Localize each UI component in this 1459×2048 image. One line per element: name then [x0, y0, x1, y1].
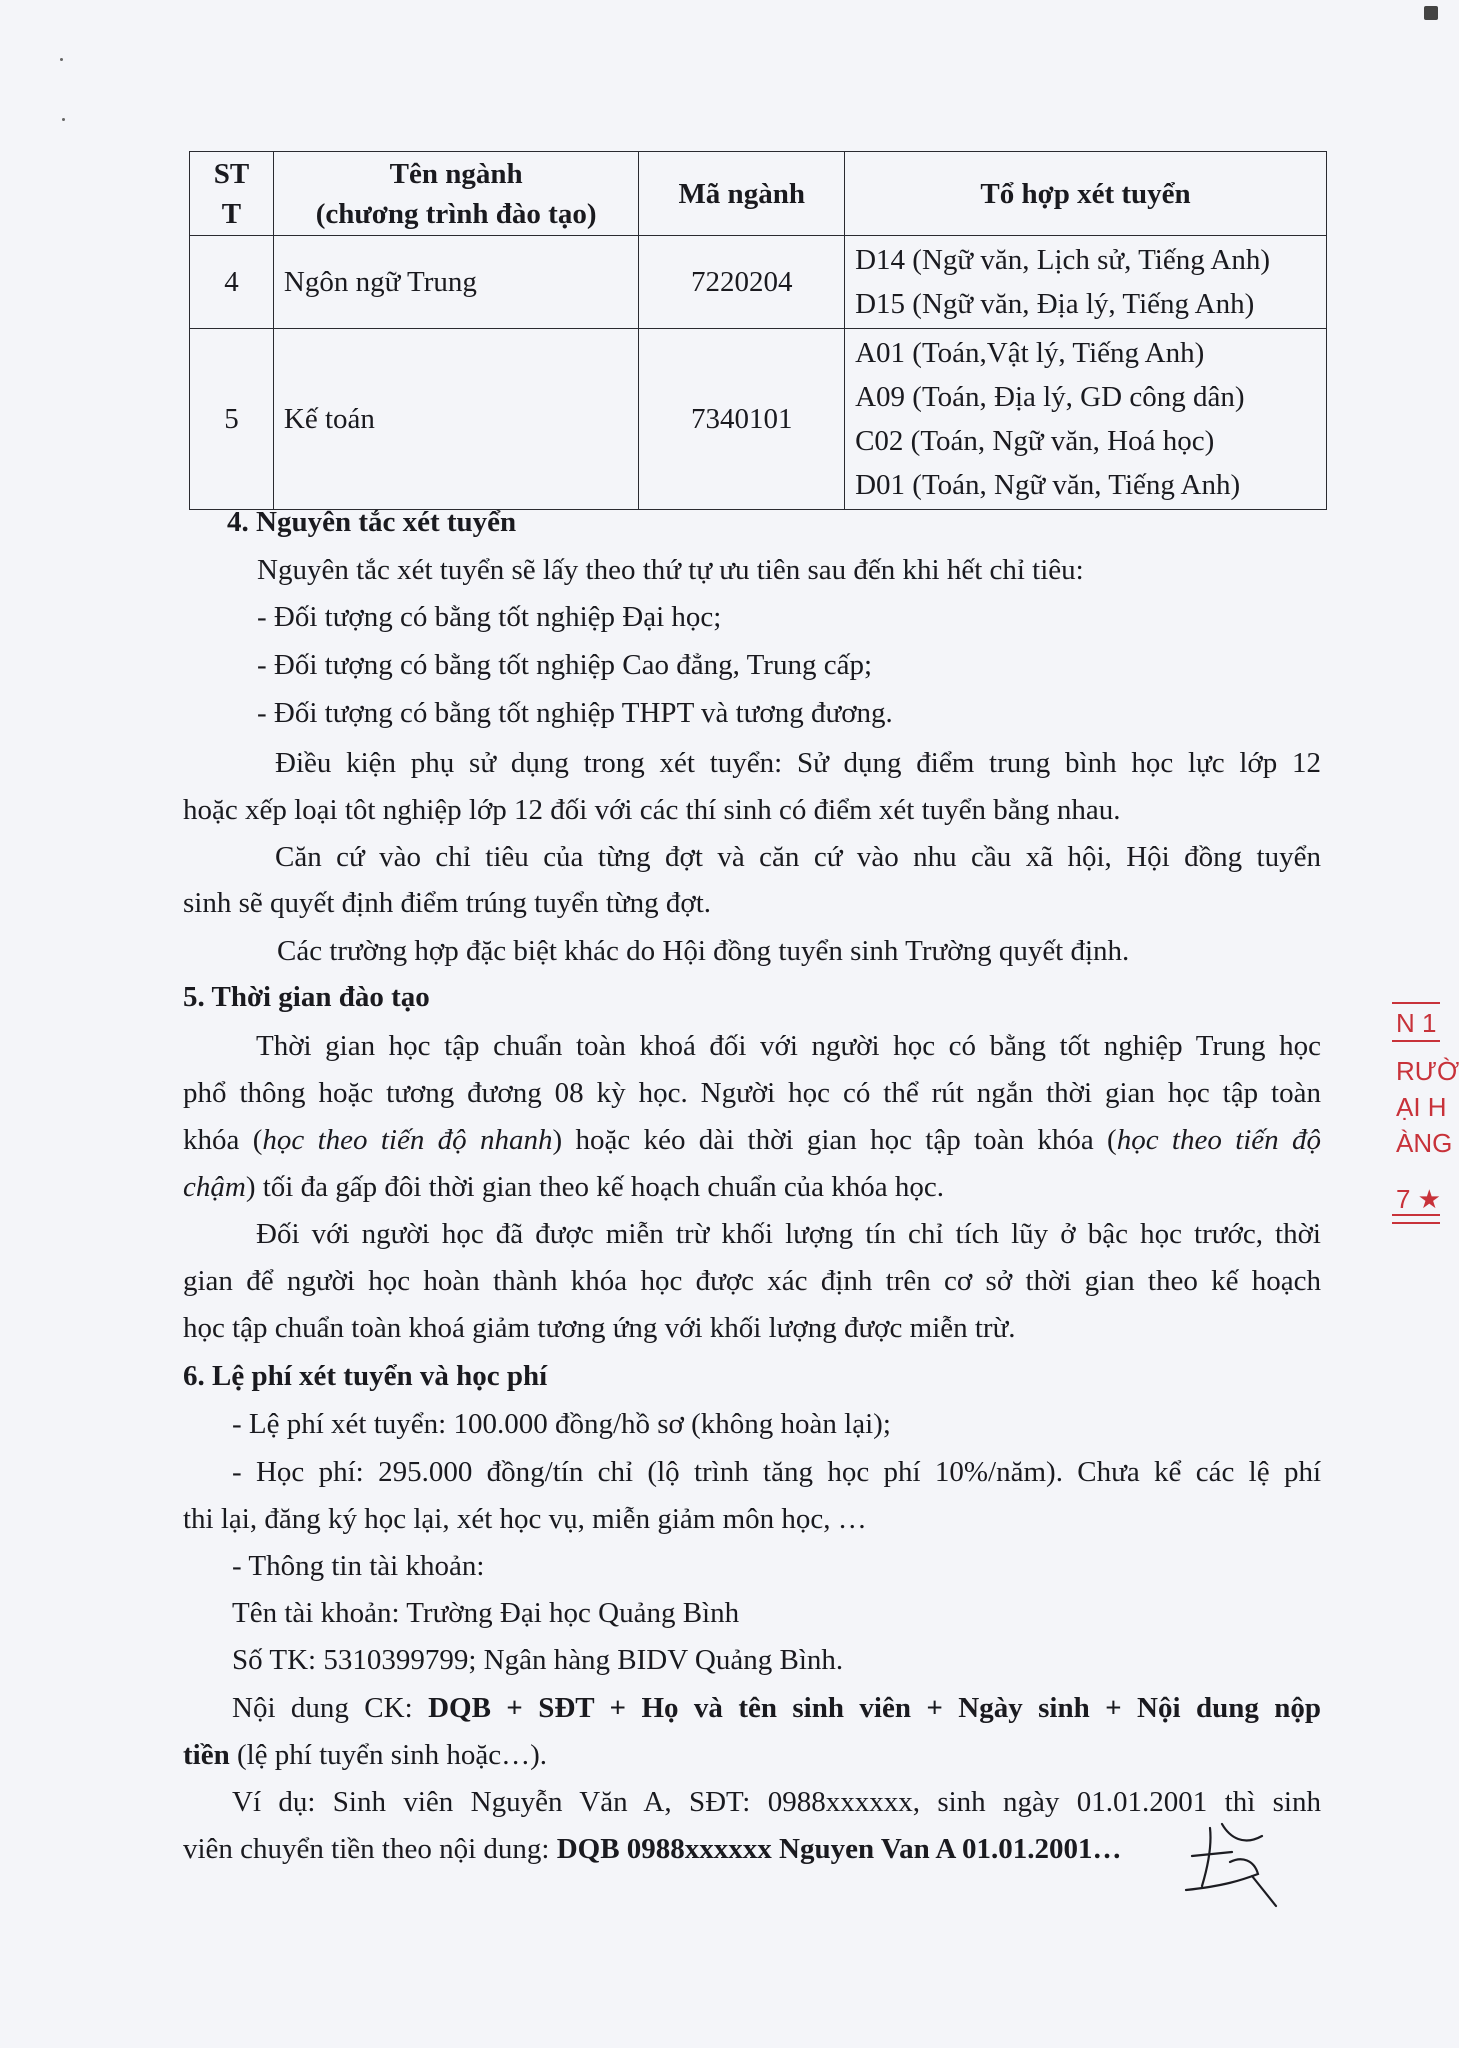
section-4-heading: 4. Nguyên tắc xét tuyển — [227, 506, 517, 538]
paragraph-line: hoặc xếp loại tôt nghiệp lớp 12 đối với các thí sinh có điểm xét tuyển bằng nhau. — [183, 794, 1121, 826]
header-stt: ST T — [190, 152, 274, 236]
section-5-heading: 5. Thời gian đào tạo — [183, 981, 430, 1013]
header-major-name: Tên ngành (chương trình đào tạo) — [273, 152, 638, 236]
combination-item: D15 (Ngữ văn, Địa lý, Tiếng Anh) — [855, 288, 1255, 320]
row-major-code: 7340101 — [639, 329, 845, 510]
combination-item: C02 (Toán, Ngữ văn, Hoá học) — [855, 425, 1215, 457]
tuition-line: thi lại, đăng ký học lại, xét học vụ, miễn giảm môn học, … — [183, 1503, 867, 1535]
paragraph-line: học tập chuẩn toàn khoá giảm tương ứng với khối lượng được miễn trừ. — [183, 1312, 1016, 1344]
combination-item: A01 (Toán,Vật lý, Tiếng Anh) — [855, 337, 1205, 369]
paragraph-line: Các trường hợp đặc biệt khác do Hội đồng tuyển sinh Trường quyết định. — [277, 935, 1130, 967]
table-header-row — [190, 152, 1327, 236]
table-row — [190, 236, 1327, 329]
scan-corner-mark — [1424, 6, 1438, 20]
row-major-name: Kế toán — [273, 329, 638, 510]
paragraph-line: Căn cứ vào chỉ tiêu của từng đợt và căn cứ vào nhu cầu xã hội, Hội đồng tuyển — [275, 841, 1321, 873]
combination-item: A09 (Toán, Địa lý, GD công dân) — [855, 381, 1245, 413]
paragraph-line: gian để người học hoàn thành khóa học được xác định trên cơ sở thời gian theo kế hoạch — [183, 1265, 1321, 1297]
row-stt: 5 — [190, 329, 274, 510]
row-major-code: 7220204 — [639, 236, 845, 329]
account-info-label: - Thông tin tài khoản: — [232, 1550, 485, 1582]
criteria-item: - Đối tượng có bằng tốt nghiệp THPT và tương đương. — [257, 697, 893, 729]
paragraph-line: phổ thông hoặc tương đương 08 kỳ học. Người học có thể rút ngắn thời gian học tập toàn — [183, 1077, 1321, 1109]
example-line: Ví dụ: Sinh viên Nguyễn Văn A, SĐT: 0988xxxxxx, sinh ngày 01.01.2001 thì sinh — [232, 1786, 1321, 1818]
paragraph-line: Đối với người học đã được miễn trừ khối lượng tín chỉ tích lũy ở bậc học trước, thời — [256, 1218, 1321, 1250]
account-number: Số TK: 5310399799; Ngân hàng BIDV Quảng Bình. — [232, 1644, 844, 1676]
header-combination: Tổ hợp xét tuyển — [845, 152, 1327, 236]
combination-item: D14 (Ngữ văn, Lịch sử, Tiếng Anh) — [855, 244, 1270, 276]
combination-item: D01 (Toán, Ngữ văn, Tiếng Anh) — [855, 469, 1241, 501]
row-major-name: Ngôn ngữ Trung — [273, 236, 638, 329]
majors-table — [189, 151, 1327, 510]
header-major-code: Mã ngành — [639, 152, 845, 236]
signature-mark — [1172, 1816, 1282, 1908]
paragraph-line: sinh sẽ quyết định điểm trúng tuyển từng đợt. — [183, 887, 712, 919]
paragraph-line: chậm) tối đa gấp đôi thời gian theo kế hoạch chuẩn của khóa học. — [183, 1171, 945, 1203]
fee-line: - Lệ phí xét tuyển: 100.000 đồng/hồ sơ (không hoàn lại); — [232, 1408, 891, 1440]
paragraph-line: khóa (học theo tiến độ nhanh) hoặc kéo dài thời gian học tập toàn khóa (học theo tiến độ — [183, 1124, 1322, 1156]
row-combinations — [845, 236, 1327, 329]
transfer-content-line: Nội dung CK: DQB + SĐT + Họ và tên sinh viên + Ngày sinh + Nội dung nộp — [232, 1692, 1322, 1724]
transfer-content-line: tiền (lệ phí tuyển sinh hoặc…). — [183, 1739, 548, 1771]
scan-speck — [62, 118, 65, 121]
account-name: Tên tài khoản: Trường Đại học Quảng Bình — [232, 1597, 740, 1629]
paragraph-line: Thời gian học tập chuẩn toàn khoá đối với người học có bằng tốt nghiệp Trung học — [256, 1030, 1321, 1062]
example-line: viên chuyển tiền theo nội dung: DQB 0988xxxxxx Nguyen Van A 01.01.2001… — [183, 1833, 1122, 1865]
section-6-heading: 6. Lệ phí xét tuyển và học phí — [183, 1360, 548, 1392]
tuition-line: - Học phí: 295.000 đồng/tín chỉ (lộ trình tăng học phí 10%/năm). Chưa kể các lệ phí — [232, 1456, 1321, 1488]
criteria-item: - Đối tượng có bằng tốt nghiệp Cao đẳng, Trung cấp; — [257, 649, 873, 681]
row-combinations — [845, 329, 1327, 510]
scan-speck — [60, 58, 63, 61]
official-stamp-fragment: N 1 RƯỜ ẠI H ÀNG 7 ★ — [1388, 996, 1440, 1226]
paragraph-line: Điều kiện phụ sử dụng trong xét tuyển: Sử dụng điểm trung bình học lực lớp 12 — [275, 747, 1321, 779]
table-row — [190, 329, 1327, 510]
section-4-intro: Nguyên tắc xét tuyển sẽ lấy theo thứ tự ưu tiên sau đến khi hết chỉ tiêu: — [257, 554, 1084, 586]
row-stt: 4 — [190, 236, 274, 329]
criteria-item: - Đối tượng có bằng tốt nghiệp Đại học; — [257, 601, 722, 633]
